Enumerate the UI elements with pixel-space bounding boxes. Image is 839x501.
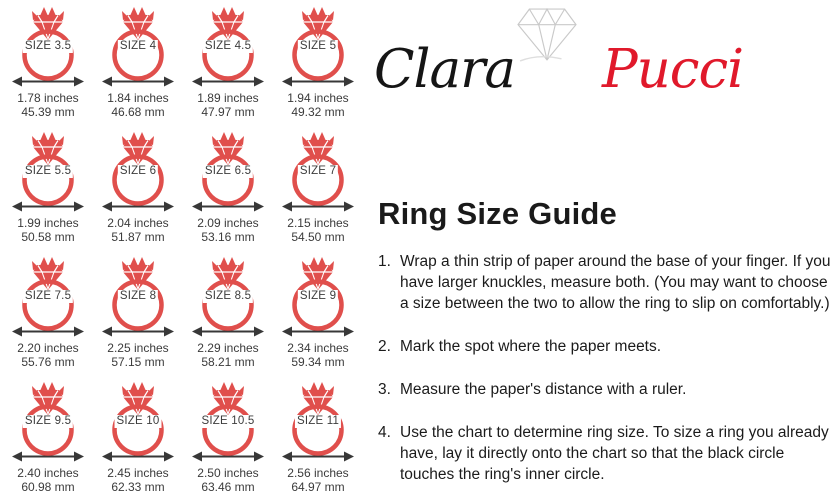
step-text: Use the chart to determine ring size. To size a ring you already have, lay it directly onto the chart so that the black circle touches the ring's inner circle. bbox=[400, 424, 829, 483]
ring-measurements bbox=[17, 341, 78, 369]
step-number: 1. bbox=[378, 253, 391, 270]
ring-size-cell bbox=[3, 256, 93, 381]
ring-size-cell bbox=[3, 6, 93, 131]
ring-measurements bbox=[107, 216, 168, 244]
ring-size-label: SIZE 4 bbox=[119, 40, 157, 52]
ring-inches: 1.78 inches bbox=[17, 91, 79, 105]
ring-measurements bbox=[17, 91, 78, 119]
ring-inches: 1.99 inches bbox=[17, 216, 79, 230]
ring-size-label: SIZE 8.5 bbox=[204, 290, 252, 302]
ring-illustration bbox=[281, 6, 355, 82]
ring-illustration bbox=[101, 6, 175, 82]
ring-mm: 51.87 mm bbox=[111, 230, 165, 244]
ring-size-cell bbox=[3, 381, 93, 501]
ring-size-cell bbox=[273, 381, 363, 501]
brand-name-clara: Clara bbox=[374, 39, 516, 100]
ring-size-label: SIZE 9.5 bbox=[24, 415, 72, 427]
ring-size-label: SIZE 9 bbox=[299, 290, 337, 302]
ring-size-label: SIZE 3.5 bbox=[24, 40, 72, 52]
step-number: 2. bbox=[378, 338, 391, 355]
ring-illustration bbox=[11, 256, 85, 332]
step-number: 4. bbox=[378, 424, 391, 441]
ring-measurements bbox=[197, 91, 258, 119]
ring-size-label: SIZE 11 bbox=[296, 415, 340, 427]
ring-mm: 57.15 mm bbox=[111, 355, 165, 369]
ring-measurements bbox=[197, 216, 258, 244]
ring-mm: 49.32 mm bbox=[291, 105, 345, 119]
step-text: Mark the spot where the paper meets. bbox=[400, 338, 662, 355]
ring-mm: 47.97 mm bbox=[201, 105, 255, 119]
ring-inches: 2.29 inches bbox=[197, 341, 259, 355]
brand-name-pucci: Pucci bbox=[602, 39, 744, 100]
ring-size-cell bbox=[183, 381, 273, 501]
ring-measurements bbox=[287, 341, 348, 369]
ring-size-cell bbox=[183, 131, 273, 256]
ring-mm: 45.39 mm bbox=[21, 105, 75, 119]
ring-size-label: SIZE 6 bbox=[119, 165, 157, 177]
ring-illustration bbox=[11, 381, 85, 457]
instruction-step bbox=[378, 379, 838, 400]
ring-illustration bbox=[11, 131, 85, 207]
ring-mm: 59.34 mm bbox=[291, 355, 345, 369]
ring-illustration bbox=[281, 256, 355, 332]
step-text: Measure the paper's distance with a ruler. bbox=[400, 381, 687, 398]
ring-size-cell bbox=[183, 6, 273, 131]
ring-size-label: SIZE 10 bbox=[116, 415, 160, 427]
ring-size-cell bbox=[93, 381, 183, 501]
ring-inches: 2.56 inches bbox=[287, 466, 349, 480]
ring-mm: 58.21 mm bbox=[201, 355, 255, 369]
ring-illustration bbox=[191, 381, 265, 457]
instruction-step bbox=[378, 422, 838, 485]
ring-illustration bbox=[101, 381, 175, 457]
ring-size-cell bbox=[183, 256, 273, 381]
ring-size-label: SIZE 4.5 bbox=[204, 40, 252, 52]
ring-illustration bbox=[101, 256, 175, 332]
ring-size-label: SIZE 6.5 bbox=[204, 165, 252, 177]
ring-mm: 54.50 mm bbox=[291, 230, 345, 244]
ring-illustration bbox=[11, 6, 85, 82]
ring-illustration bbox=[101, 131, 175, 207]
instruction-step bbox=[378, 251, 838, 314]
ring-mm: 60.98 mm bbox=[21, 480, 75, 494]
ring-inches: 2.09 inches bbox=[197, 216, 259, 230]
ring-inches: 2.34 inches bbox=[287, 341, 349, 355]
ring-measurements bbox=[287, 466, 348, 494]
ring-size-cell bbox=[93, 6, 183, 131]
ring-measurements bbox=[17, 466, 78, 494]
ring-inches: 2.15 inches bbox=[287, 216, 349, 230]
ring-inches: 2.04 inches bbox=[107, 216, 169, 230]
ring-mm: 50.58 mm bbox=[21, 230, 75, 244]
ring-measurements bbox=[107, 91, 168, 119]
ring-size-label: SIZE 5.5 bbox=[24, 165, 72, 177]
ring-size-label: SIZE 7 bbox=[299, 165, 337, 177]
brand-logo bbox=[374, 4, 774, 98]
ring-size-cell bbox=[273, 256, 363, 381]
ring-size-label: SIZE 8 bbox=[119, 290, 157, 302]
page-title: Ring Size Guide bbox=[378, 196, 617, 231]
ring-inches: 1.94 inches bbox=[287, 91, 349, 105]
ring-size-cell bbox=[273, 6, 363, 131]
ring-size-label: SIZE 10.5 bbox=[201, 415, 255, 427]
ring-mm: 55.76 mm bbox=[21, 355, 75, 369]
ring-mm: 63.46 mm bbox=[201, 480, 255, 494]
ring-size-cell bbox=[273, 131, 363, 256]
ring-size-label: SIZE 7.5 bbox=[24, 290, 72, 302]
ring-inches: 2.20 inches bbox=[17, 341, 79, 355]
ring-inches: 2.25 inches bbox=[107, 341, 169, 355]
instruction-list bbox=[378, 251, 838, 501]
ring-measurements bbox=[197, 341, 258, 369]
ring-measurements bbox=[287, 216, 348, 244]
ring-measurements bbox=[197, 466, 258, 494]
ring-inches: 1.84 inches bbox=[107, 91, 169, 105]
ring-size-cell bbox=[93, 131, 183, 256]
ring-illustration bbox=[281, 381, 355, 457]
ring-measurements bbox=[107, 466, 168, 494]
diamond-icon bbox=[502, 6, 592, 64]
ring-measurements bbox=[107, 341, 168, 369]
ring-inches: 2.40 inches bbox=[17, 466, 79, 480]
ring-mm: 62.33 mm bbox=[111, 480, 165, 494]
ring-mm: 46.68 mm bbox=[111, 105, 165, 119]
ring-measurements bbox=[17, 216, 78, 244]
ring-inches: 1.89 inches bbox=[197, 91, 259, 105]
ring-illustration bbox=[191, 256, 265, 332]
ring-size-grid bbox=[3, 6, 363, 501]
ring-size-cell bbox=[3, 131, 93, 256]
ring-inches: 2.50 inches bbox=[197, 466, 259, 480]
ring-mm: 53.16 mm bbox=[201, 230, 255, 244]
ring-illustration bbox=[191, 131, 265, 207]
ring-illustration bbox=[281, 131, 355, 207]
ring-measurements bbox=[287, 91, 348, 119]
ring-mm: 64.97 mm bbox=[291, 480, 345, 494]
ring-illustration bbox=[191, 6, 265, 82]
instruction-step bbox=[378, 336, 838, 357]
step-text: Wrap a thin strip of paper around the base of your finger. If you have larger knuckles, measure both. (You may want to choose a size between the two to allow the ring to slip on comfortably.) bbox=[400, 253, 831, 312]
step-number: 3. bbox=[378, 381, 391, 398]
ring-inches: 2.45 inches bbox=[107, 466, 169, 480]
ring-size-label: SIZE 5 bbox=[299, 40, 337, 52]
ring-size-cell bbox=[93, 256, 183, 381]
